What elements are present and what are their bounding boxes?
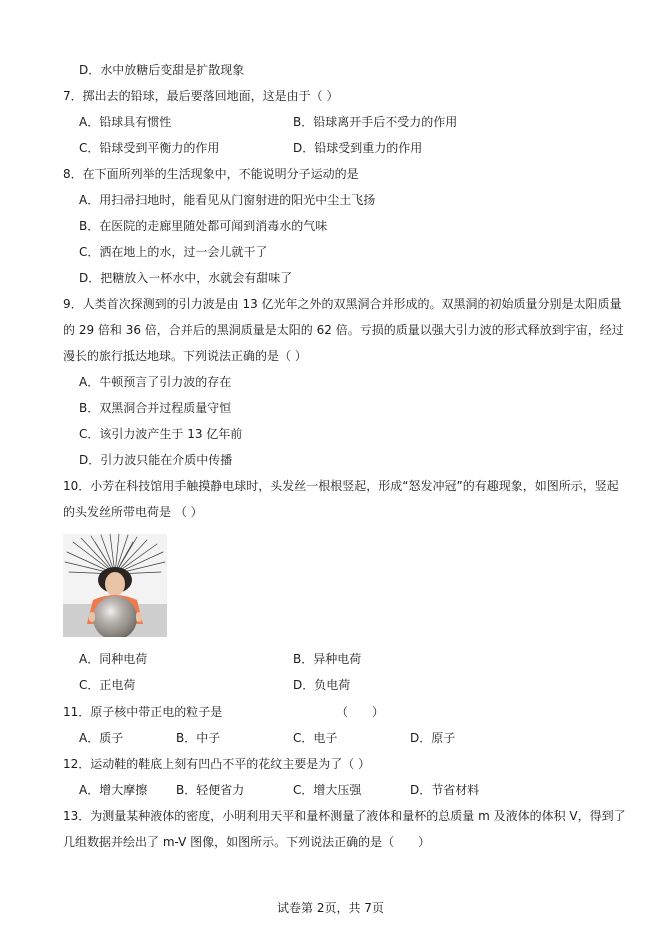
- static-electricity-photo: [63, 534, 167, 637]
- q13-stem-line-1: 13．为测量某种液体的密度，小明利用天平和量杯测量了液体和量杯的总质量 m 及液体的体积 V，得到了: [63, 809, 626, 823]
- q12-option-c: C．增大压强: [293, 783, 362, 797]
- q11-option-c: C．电子: [293, 731, 338, 745]
- q12-stem: 12．运动鞋的鞋底上刻有凹凸不平的花纹主要是为了（ ）: [63, 757, 371, 771]
- q8-option-d: D．把糖放入一杯水中，水就会有甜味了: [79, 271, 293, 285]
- q9-option-c: C．该引力波产生于 13 亿年前: [79, 427, 243, 441]
- q9-option-a: A．牛顿预言了引力波的存在: [79, 375, 232, 389]
- q6-option-d: D．水中放糖后变甜是扩散现象: [79, 63, 245, 77]
- q10-option-d: D．负电荷: [293, 678, 351, 692]
- q9-stem-line-2: 的 29 倍和 36 倍，合并后的黑洞质量是太阳的 62 倍。亏损的质量以强大引力波的形式释放到宇宙，经过: [63, 323, 624, 337]
- q9-option-d: D．引力波只能在介质中传播: [79, 453, 233, 467]
- q12-option-d: D．节省材料: [410, 783, 480, 797]
- q11-answer-bracket: （ ）: [336, 705, 385, 719]
- girl-touching-van-de-graaff-icon: [63, 534, 167, 637]
- q11-stem: 11．原子核中带正电的粒子是: [63, 705, 223, 719]
- q12-option-b: B．轻便省力: [176, 783, 245, 797]
- q9-option-b: B．双黑洞合并过程质量守恒: [79, 401, 232, 415]
- q10-stem-line-2: 的头发丝所带电荷是 （ ）: [63, 505, 203, 519]
- q11-option-a: A．质子: [79, 731, 124, 745]
- q7-option-d: D．铅球受到重力的作用: [293, 141, 423, 155]
- q13-stem-line-2: 几组数据并绘出了 m-V 图像，如图所示。下列说法正确的是（ ）: [63, 835, 431, 849]
- q10-option-a: A．同种电荷: [79, 652, 148, 666]
- page-footer: 试卷第 2页，共 7页: [277, 901, 384, 915]
- q8-stem: 8．在下面所列举的生活现象中，不能说明分子运动的是: [63, 167, 359, 181]
- q12-option-a: A．增大摩擦: [79, 783, 148, 797]
- q7-option-c: C．铅球受到平衡力的作用: [79, 141, 220, 155]
- q10-option-c: C．正电荷: [79, 678, 136, 692]
- q10-option-b: B．异种电荷: [293, 652, 362, 666]
- q8-option-a: A．用扫帚扫地时，能看见从门窗射进的阳光中尘土飞扬: [79, 193, 376, 207]
- q7-option-a: A．铅球具有惯性: [79, 115, 172, 129]
- q9-stem-line-1: 9．人类首次探测到的引力波是由 13 亿光年之外的双黑洞合并形成的。双黑洞的初始质量分别是太阳质量: [63, 297, 622, 311]
- q11-option-b: B．中子: [176, 731, 221, 745]
- q7-stem: 7．掷出去的铅球，最后要落回地面，这是由于（ ）: [63, 89, 339, 103]
- q10-stem-line-1: 10．小芳在科技馆用手触摸静电球时，头发丝一根根竖起，形成“怒发冲冠”的有趣现象，如图所示，竖起: [63, 479, 619, 493]
- q7-option-b: B．铅球离开手后不受力的作用: [293, 115, 458, 129]
- q8-option-c: C．洒在地上的水，过一会儿就干了: [79, 245, 268, 259]
- q8-option-b: B．在医院的走廊里随处都可闻到消毒水的气味: [79, 219, 328, 233]
- q11-option-d: D．原子: [410, 731, 456, 745]
- q9-stem-line-3: 漫长的旅行抵达地球。下列说法正确的是（ ）: [63, 349, 307, 363]
